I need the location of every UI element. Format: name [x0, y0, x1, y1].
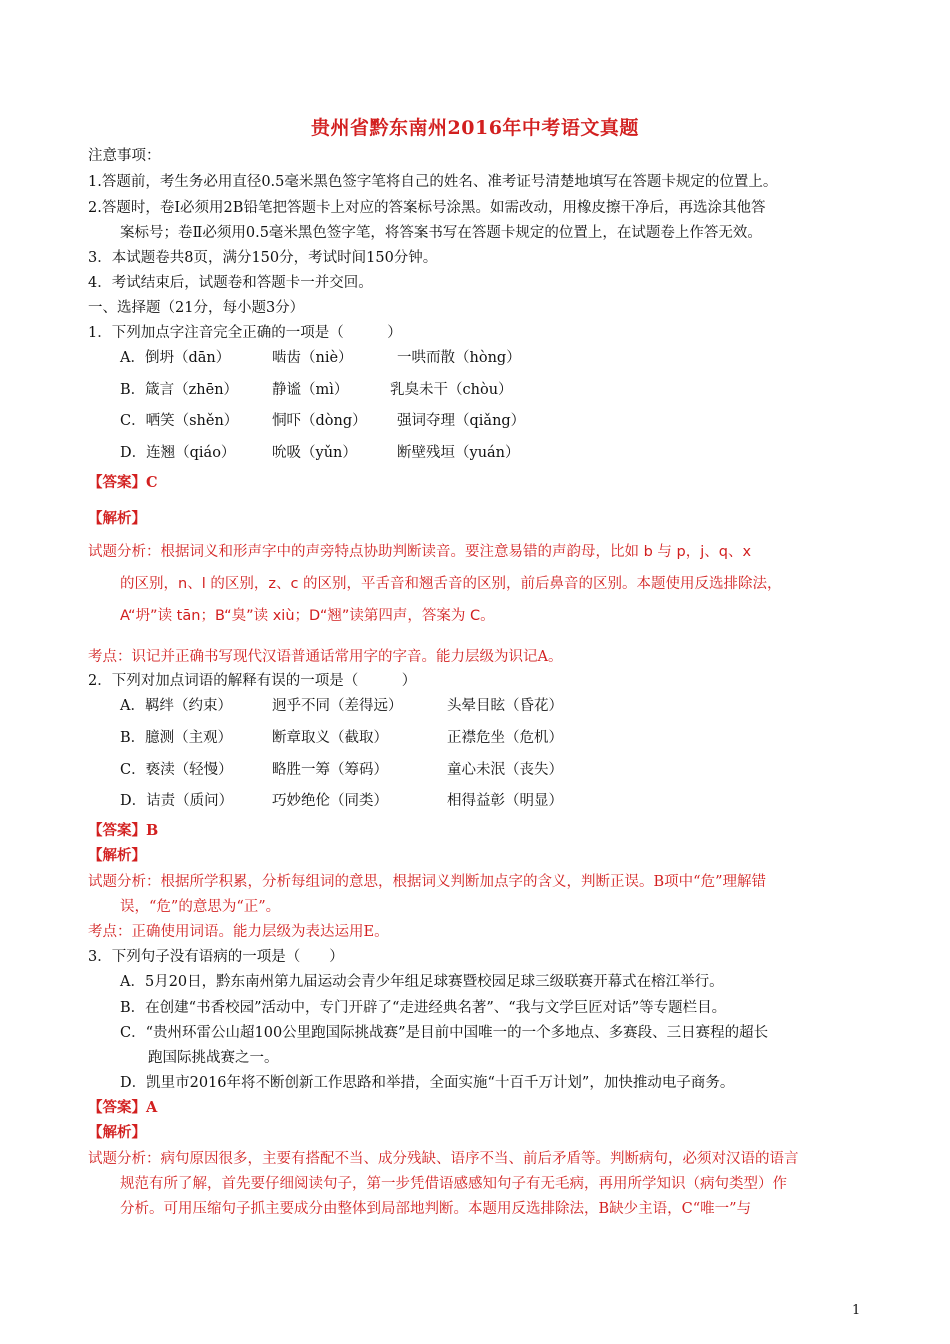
q2-answer: 【答案】B [88, 822, 159, 839]
q3-option: A．5月20日，黔东南州第九届运动会青少年组足球赛暨校园足球三级联赛开幕式在榕江举行。 [120, 974, 724, 990]
q1-option: 吮吸（yǔn） [272, 445, 357, 461]
q1-option: 恫吓（dòng） [272, 413, 367, 429]
q2-option: A．羁绊（约束） [120, 698, 232, 714]
q2-option: 迥乎不同（差得远） [272, 698, 403, 714]
q3-analysis-line: 规范有所了解，首先要仔细阅读句子，第一步凭借语感感知句子有无毛病，再用所学知识（病句类型）作 [120, 1176, 787, 1192]
q3-analysis-line: 分析。可用压缩句子抓主要成分由整体到局部地判断。本题用反选排除法，B缺少主语，C“唯一”与 [120, 1201, 752, 1217]
q1-kaodian: 考点：识记并正确书写现代汉语普通话常用字的字音。能力层级为识记A。 [88, 649, 563, 665]
q2-option: 正襟危坐（危机） [447, 730, 563, 746]
q3-option: C．“贵州环雷公山超100公里跑国际挑战赛”是目前中国唯一的一个多地点、多赛段、三日赛程的超长 [120, 1025, 769, 1041]
q1-option: 啮齿（niè） [272, 350, 353, 366]
note-item: 3．本试题卷共8页，满分150分，考试时间150分钟。 [88, 250, 438, 266]
page-number: 1 [852, 1303, 861, 1318]
q2-option: C．亵渎（轻慢） [120, 762, 233, 778]
q2-option: B．臆测（主观） [120, 730, 233, 746]
q1-stem: 1．下列加点字注音完全正确的一项是（ ） [88, 325, 402, 341]
q3-option-continued: 跑国际挑战赛之一。 [148, 1050, 279, 1066]
q1-option: B．箴言（zhēn） [120, 382, 239, 398]
note-item: 案标号；卷Ⅱ必须用0.5毫米黑色签字笔，将答案书写在答题卡规定的位置上，在试题卷上作答无效。 [120, 225, 762, 241]
q1-option: 乳臭未干（chòu） [390, 382, 513, 398]
note-item: 1.答题前，考生务必用直径0.5毫米黑色签字笔将自己的姓名、准考证号清楚地填写在答题卡规定的位置上。 [88, 174, 778, 190]
q2-option: 相得益彰（明显） [447, 793, 563, 809]
q1-option: 断壁残垣（yuán） [397, 445, 520, 461]
q1-option: 静谧（mì） [272, 382, 349, 398]
q1-analysis-line: 试题分析：根据词义和形声字中的声旁特点协助判断读音。要注意易错的声韵母，比如 b 与 p，j、q、x [88, 544, 752, 560]
q1-option: C．哂笑（shěn） [120, 413, 239, 429]
q2-kaodian: 考点：正确使用词语。能力层级为表达运用E。 [88, 924, 389, 940]
q3-option: B．在创建“书香校园”活动中，专门开辟了“走进经典名著”、“我与文学巨匠对话”等专题栏目。 [120, 1000, 727, 1016]
q2-option: 巧妙绝伦（同类） [272, 793, 388, 809]
notes-heading: 注意事项： [88, 148, 161, 164]
q2-option: 断章取义（截取） [272, 730, 388, 746]
page-title: 贵州省黔东南州2016年中考语文真题 [311, 117, 639, 139]
note-item: 4．考试结束后，试题卷和答题卡一并交回。 [88, 275, 373, 291]
q2-option: 头晕目眩（昏花） [447, 698, 563, 714]
section-heading: 一、选择题（21分，每小题3分） [88, 300, 305, 316]
q1-option: 一哄而散（hòng） [397, 350, 521, 366]
q1-analysis-line: 的区别，n、l 的区别，z、c 的区别，平舌音和翘舌音的区别，前后鼻音的区别。本题使用反选排除法， [120, 576, 782, 592]
q2-analysis-label: 【解析】 [88, 847, 146, 864]
q1-analysis-label: 【解析】 [88, 510, 146, 527]
q1-analysis-line: A“坍”读 tān；B“臭”读 xiù；D“翘”读第四声，答案为 C。 [120, 608, 495, 624]
q2-analysis-line: 试题分析：根据所学积累，分析每组词的意思，根据词义判断加点字的含义，判断正误。B项中“危”理解错 [88, 874, 766, 890]
q3-analysis-line: 试题分析：病句原因很多，主要有搭配不当、成分残缺、语序不当、前后矛盾等。判断病句，必须对汉语的语言 [88, 1151, 799, 1167]
q3-answer: 【答案】A [88, 1099, 158, 1116]
q2-option: D．诘责（质问） [120, 793, 234, 809]
q2-stem: 2．下列对加点词语的解释有误的一项是（ ） [88, 673, 417, 689]
q3-stem: 3．下列句子没有语病的一项是（ ） [88, 949, 344, 965]
q1-answer: 【答案】C [88, 474, 158, 491]
q3-analysis-label: 【解析】 [88, 1124, 146, 1141]
note-item: 2.答题时，卷Ⅰ必须用2B铅笔把答题卡上对应的答案标号涂黑。如需改动，用橡皮擦干净后，再选涂其他答 [88, 200, 766, 216]
q1-option: A．倒坍（dān） [120, 350, 231, 366]
q2-option: 童心未泯（丧失） [447, 762, 563, 778]
q3-option: D．凯里市2016年将不断创新工作思路和举措，全面实施“十百千万计划”，加快推动电子商务。 [120, 1075, 735, 1091]
q1-option: D．连翘（qiáo） [120, 445, 236, 461]
q2-option: 略胜一筹（筹码） [272, 762, 388, 778]
q2-analysis-line: 误，“危”的意思为“正”。 [120, 899, 281, 915]
q1-option: 强词夺理（qiǎng） [397, 413, 526, 429]
